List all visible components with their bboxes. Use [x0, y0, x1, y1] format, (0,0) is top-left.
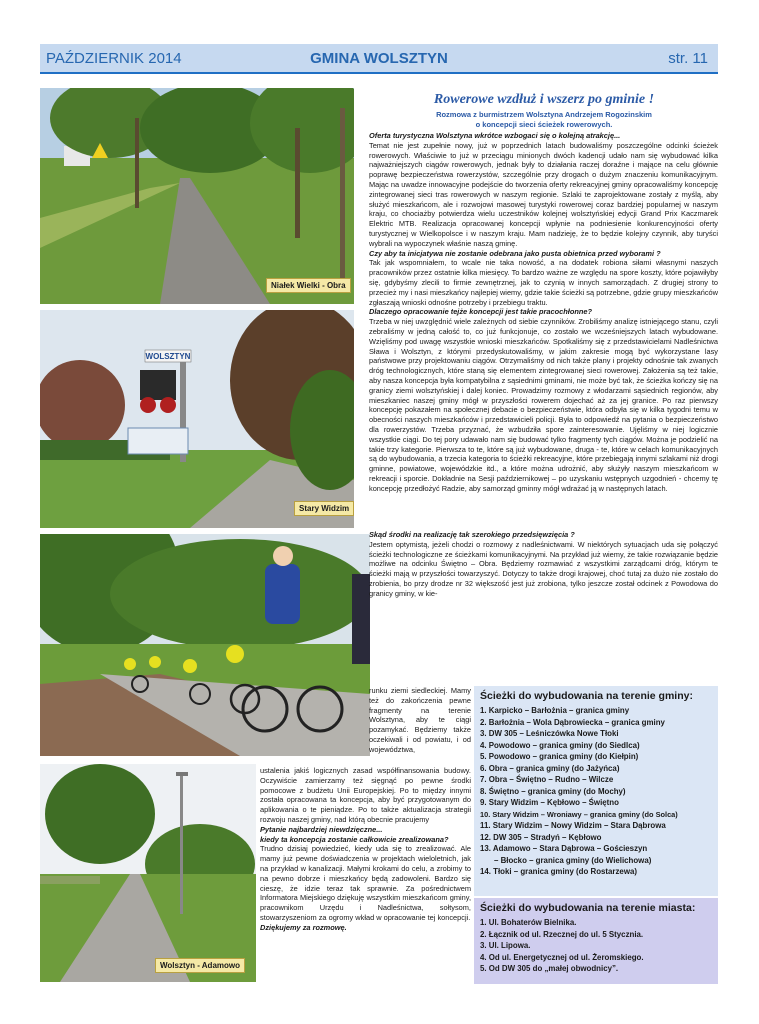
- list-item: 5. Powodowo – granica gminy (do Kiełpin): [480, 752, 639, 761]
- answer-paragraph: Trzeba w niej uwzględnić wiele zależnych od siebie czynników. Zrobiliśmy analizę istniejącego stanu, czyli zebraliśmy w jedną całość to, co już funkcjonuje, co zostało we wcześniejszych latach wybudowane. Wzięliśmy pod uwagę wszystkie wnioski mieszkańców. Spotkaliśmy się z przedstawicielami Nadleśnictwa Sława i Wolsztyn, z którymi przedyskutowaliśmy, w jakim zakresie mogą być wykorzystane lasy państwowe przy projektowaniu ciągów. Otrzymaliśmy od nich także plany i projekty odnośnie tak zwanych dróg technologicznych, które staną się elementem zintegrowanej sieci rowerowej. Założenia są też takie, aby nasza koncepcja była kompatybilna z sąsiednimi gminami, nie może być tak, że ścieżka kończy się na granicy ziemi wolsztyńskiej i dalej koniec. Prowadzimy rozmowy z włodarzami sąsiednich regionów, aby mieszkaniec naszej gminy mógł w przyszłości rowerem dojechać aż za jej granice. Po raz pierwszy koncepcję pokazałem na społecznej debacie o bezpieczeństwie, która odbyła się w kilka tygodni temu w obecności naszych mieszkańców i przedstawicieli policji. Była to odpowiedź na pytania o bezpieczeństwo dla rowerzystów. Trzeba przyznać, że wzbudziła spore zainteresowanie. Ujęliśmy w niej logicznie wszystkie ciągi. Do tej pory udawało nam się budować tylko fragmenty tych ciągów. Można je podzielić na takie trzy kategorie. Pierwsza to te, które są już wybudowane, druga - te, które w celach komunikacyjnych są do wybudowania, a trzecia kategoria to ścieżki rekreacyjne, które przebiegają innymi szlakami niż drogi gminne, powiatowe, wojewódzkie itd., a które można udrożnić, aby służyły naszym mieszkańcom w rekreacji i sporcie. Dokładnie na Sesji październikowej – po uzyskaniu wstępnych uzgodnień - chcemy tę koncepcję przedłożyć Radzie, aby samorząd gminny mógł wdrażać ją w następnych latach.: [369, 317, 718, 493]
- town-sign-text: WOLSZTYN: [145, 352, 191, 361]
- rural-paths-list: [480, 705, 712, 878]
- list-item: 3. DW 305 – Leśniczówka Nowe Tłoki: [480, 729, 619, 738]
- list-item: 4. Powodowo – granica gminy (do Siedlca): [480, 740, 640, 750]
- publication-title: GMINA WOLSZTYN: [310, 49, 448, 67]
- town-paths-list: [480, 917, 712, 975]
- list-item: 2. Barłożnia – Wola Dąbrowiecka – granica gminy: [480, 717, 665, 727]
- answer-paragraph: runku ziemi siedleckiej. Mamy też do zakończenia pewne fragmenty na terenie Wolsztyna, aby te ciągi pozamykać. Będziemy także oczekiwali i od powiatu, i od województwa,: [369, 686, 471, 754]
- article-body-lower: [260, 766, 471, 986]
- answer-paragraph: Tak jak wspomniałem, to wcale nie taka nowość, a na dodatek robiona siłami własnymi naszych pracowników przez ostatnie kilka miesięcy. To bardzo ważne ze względu na spore koszty, które pojawiłyby się, gdybyśmy zlecili to firmie zewnętrznej, jak to czynią w innych samorządach. Z drugiej strony to przecież my i nasi mieszkańcy najlepiej wiemy, gdzie takie ścieżki są potrzebne, gdzie grupy mieszkańców zgłaszają wnioski odnośne potrzeby i przebiegu traktu.: [369, 258, 718, 307]
- article-body-narrow: [369, 686, 471, 764]
- subtitle-line: o koncepcji sieci ścieżek rowerowych.: [475, 120, 613, 129]
- question: Czy aby ta inicjatywa nie zostanie odebrana jako pusta obietnica przed wyborami ?: [369, 248, 661, 258]
- list-item: – Błocko – granica gminy (do Wielichowa): [494, 855, 652, 865]
- list-item: 1. Ul. Bohaterów Bielnika.: [480, 918, 577, 927]
- page-number: str. 11: [668, 49, 708, 67]
- article-body-upper: [369, 131, 718, 529]
- list-item: 10. Stary Widzim – Wroniawy – granica gminy (do Solca): [480, 809, 678, 819]
- list-item: 4. Od ul. Energetycznej od ul. Żeromskiego.: [480, 952, 644, 962]
- list-item: 9. Stary Widzim – Kębłowo – Świętno: [480, 798, 619, 807]
- list-item: 11. Stary Widzim – Nowy Widzim – Stara Dąbrowa: [480, 821, 666, 830]
- photo-cyclists-group: [40, 534, 370, 756]
- subtitle-line: Rozmowa z burmistrzem Wolsztyna Andrzejem Rogozinskim: [436, 110, 652, 119]
- answer-paragraph: Trudno dzisiaj powiedzieć, kiedy uda się to zrealizować. Ale mamy już pewne doświadczenia w projektach wieloletnich, jak na przykład w kanalizacji. Małymi krokami do celu, a zrobimy to na pewno dobrze i mieszkańcy będą zadowoleni. Bardzo się cieszę, że idzie teraz tak sprawnie. Za pośrednictwem Informatora Miejskiego dziękuję wszystkim mieszkańcom gminy, pracownikom Urzędu i Nadleśnictwa, sołtysom, stowarzyszeniom za ogromy wkład w opracowanie tej koncepcji.: [260, 844, 471, 922]
- list-item: 6. Obra – granica gminy (do Jażyńca): [480, 763, 620, 773]
- list-item: 8. Świętno – granica gminy (do Mochy): [480, 786, 626, 796]
- question: Pytanie najbardziej niewdzięczne...: [260, 824, 383, 834]
- question: Oferta turystyczna Wolsztyna wkrótce wzbogaci się o kolejną atrakcję...: [369, 131, 621, 140]
- list-item: 1. Karpicko – Barłożnia – granica gminy: [480, 706, 630, 715]
- list-item: 7. Obra – Świętno – Rudno – Wilcze: [480, 775, 614, 784]
- list-item: 13. Adamowo – Stara Dąbrowa – Gościeszyn: [480, 844, 648, 853]
- question: kiedy ta koncepcja zostanie całkowicie zrealizowana?: [260, 834, 449, 844]
- town-paths-box: [474, 898, 718, 984]
- photo-caption: Wolsztyn - Adamowo: [155, 958, 245, 973]
- photo-cycle-path-nialek: [40, 88, 354, 304]
- answer-paragraph: Temat nie jest zupełnie nowy, już w poprzednich latach budowaliśmy poszczególne odcinki ścieżek rowerowych. Właściwie to już w przeciągu minionych dwóch kadencji udało nam się wybudować kilka najważniejszych ciągów rowerowych, jednak były to działania raczej doraźne i mające na celu głównie poprawę bezpieczeństwa rowerzystów, szczególnie przy drogach o dużym znaczeniu komunikacyjnym. Mając na uwadze innowacyjne podejście do tworzenia oferty rekreacyjnej gminy opracowaliśmy koncepcję zintegrowanej sieci tras rowerowych w naszym regionie. Szlaki te zaprojektowane zostały z myślą, aby służyć mieszkańcom, ale i rozwojowi masowej turystyki rowerowej coraz bardziej popularnej w naszym kraju, co chociażby potwierdza wielu uczestników kolejnej wolsztyńskiej edycji Grand Prix Kaczmarek Elektric MTB. Realizacja opracowanej koncepcji wpłynie na podniesienie konkurencyjności oferty turystycznej w Wielkopolsce i w naszym kraju. Mam nadzieję, że to będzie kolejny czynnik, aby turyści wybrali na wypoczynek właśnie naszą gminę.: [369, 140, 718, 248]
- rural-paths-box: [474, 686, 718, 896]
- page-header: [40, 44, 718, 74]
- question: Dlaczego opracowanie tejże koncepcji jest takie pracochłonne?: [369, 307, 593, 317]
- closing-thanks: Dziękujemy za rozmowę.: [260, 922, 347, 932]
- article-title: Rowerowe wzdłuż i wszerz po gminie !: [433, 92, 655, 107]
- list-item: 3. Ul. Lipowa.: [480, 941, 531, 950]
- photo-caption: Stary Widzim: [294, 501, 354, 516]
- box-title: Ścieżki do wybudowania na terenie gminy:: [480, 690, 693, 702]
- list-item: 12. DW 305 – Stradyń – Kębłowo: [480, 832, 602, 842]
- question: Skąd środki na realizację tak szerokiego przedsięwzięcia ?: [369, 530, 575, 539]
- photo-wolsztyn-adamowo-path: [40, 764, 256, 982]
- article-body-middle: [369, 530, 718, 685]
- box-title: Ścieżki do wybudowania na terenie miasta:: [480, 902, 696, 914]
- photo-caption: Niałek Wielki - Obra: [266, 278, 351, 293]
- list-item: 5. Od DW 305 do „małej obwodnicy”.: [480, 964, 619, 973]
- answer-paragraph: Jestem optymistą, jeżeli chodzi o rozmowy z nadleśnictwami. W niektórych sytuacjach uda się połączyć ścieżki technologiczne ze ścieżkami komunikacyjnymi. Na przykład już wiemy, że takie rozwiązanie będzie możliwe na odcinku Świętno – Obra. Będziemy rozmawiać z wszystkimi zarządcami dróg, którym te ścieżki mają w przyszłości towarzyszyć. Dotyczy to także drogi krajowej, choć tutaj za dużo nie zostało do zrobienia, bo przy drodze nr 32 większość jest już zrobiona, tylko jeszcze został odcinek z Powodowa do granicy gminy, w kie-: [369, 539, 718, 598]
- photo-stary-widzim-sign: [40, 310, 354, 528]
- list-item: 14. Tłoki – granica gminy (do Rostarzewa): [480, 867, 637, 876]
- issue-date: PAŹDZIERNIK 2014: [46, 49, 182, 67]
- answer-paragraph: ustalenia jakiś logicznych zasad współfinansowania budowy. Oczywiście zamierzamy też sięgnąć po pewne środki pomocowe z budżetu Unii Europejskiej. Po to między innymi została opracowana ta koncepcja, aby być przygotowanym do aplikowania o te pieniądze. Po to także aktualizacja strategii rozwoju naszej gminy, nad którą obecnie pracujemy: [260, 766, 471, 824]
- article-subtitle: [370, 110, 718, 130]
- list-item: 2. Łącznik od ul. Rzecznej do ul. 5 Stycznia.: [480, 929, 644, 939]
